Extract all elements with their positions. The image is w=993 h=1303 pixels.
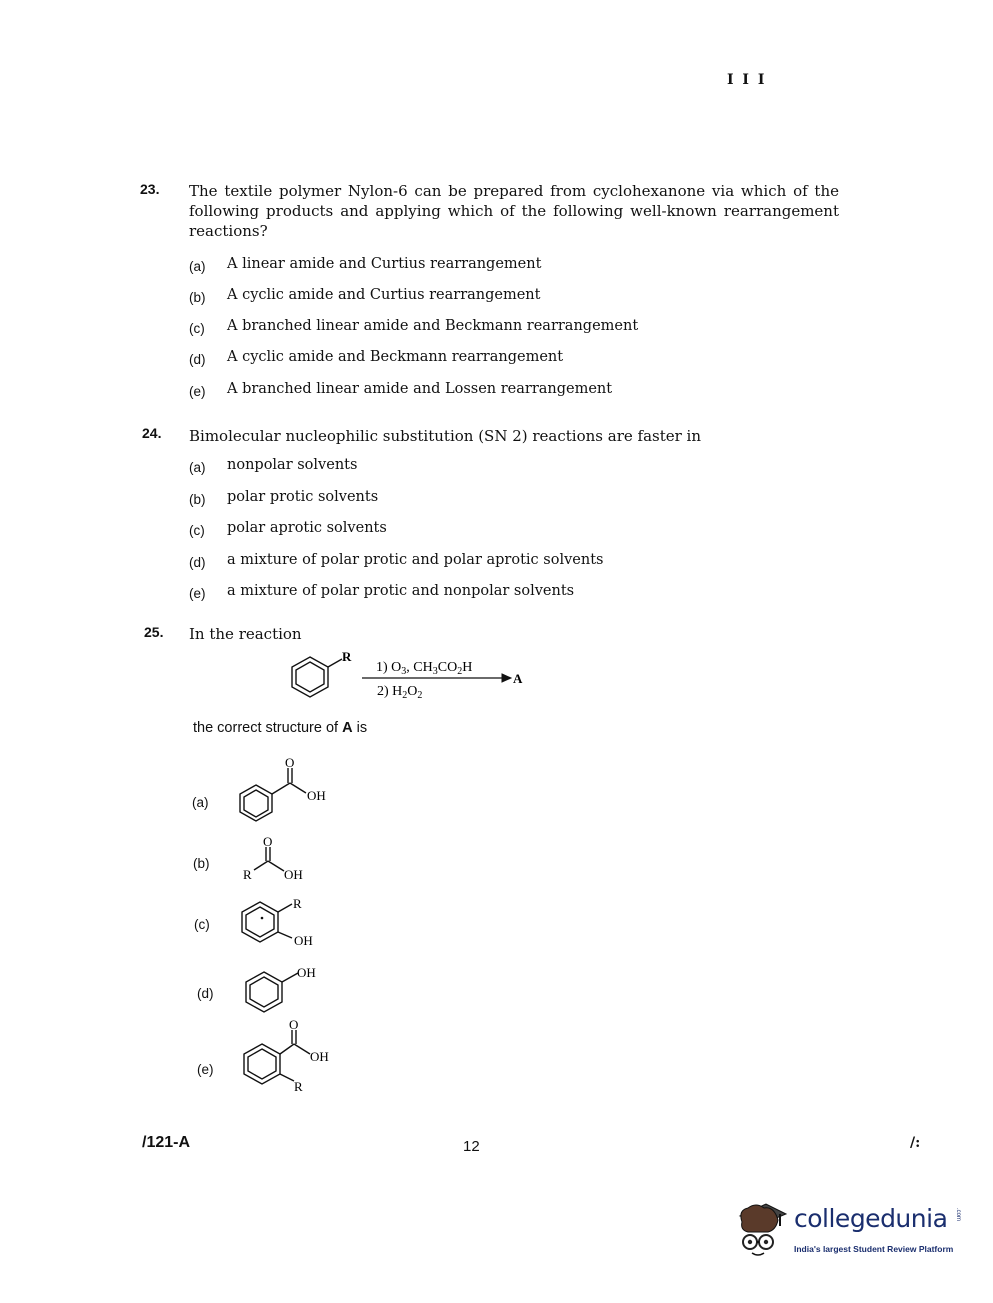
option-item (189, 489, 379, 508)
atom-label: O (285, 755, 295, 770)
structure-option-d (240, 960, 340, 1015)
option-text: a mixture of polar protic and polar aprotic solvents (227, 552, 604, 568)
brand-tld: .com (955, 1208, 961, 1222)
question-line: The textile polymer Nylon-6 can be prepared from cyclohexanone via which of the (189, 182, 839, 200)
atom-label: OH (294, 933, 313, 948)
option-item (189, 318, 639, 337)
option-text: A linear amide and Curtius rearrangement (227, 256, 542, 272)
atom-label: R (243, 867, 252, 882)
option-text: A branched linear amide and Beckmann rearrangement (227, 318, 639, 334)
option-label: (b) (189, 492, 206, 507)
question-line: reactions? (189, 222, 268, 240)
collegedunia-logo (734, 1196, 964, 1268)
page-mark: I I I (727, 72, 767, 88)
option-item (189, 349, 564, 368)
question-text (189, 181, 839, 241)
product-label: A (513, 671, 523, 686)
option-item (189, 287, 541, 306)
option-label: (a) (189, 259, 206, 274)
option-label: (c) (194, 917, 210, 932)
atom-label: R (293, 896, 302, 911)
reagent-step-1: 1) $O_3$, $CH_3CO_2H$ (376, 660, 473, 677)
substituent-label: R (342, 649, 352, 664)
option-item (189, 256, 542, 275)
question-line: following products and applying which of the following well-known rearrangement (189, 202, 839, 220)
atom-label: O (289, 1017, 299, 1032)
brand-tagline: India's largest Student Review Platform (794, 1244, 954, 1254)
atom-label: OH (297, 965, 316, 980)
question-text: Bimolecular nucleophilic substitution (SN 2) reactions are faster in (189, 427, 702, 445)
reagent-step-2: 2) $H_2O_2$ (377, 684, 423, 701)
option-label: (a) (189, 460, 206, 475)
page-number: 12 (463, 1138, 480, 1155)
atom-label: O (263, 835, 273, 849)
option-item (189, 552, 604, 571)
option-label: (c) (189, 523, 205, 538)
option-text: polar protic solvents (227, 489, 379, 505)
option-label: (a) (192, 795, 209, 810)
option-item (189, 381, 613, 400)
question-text: In the reaction (189, 625, 302, 643)
option-text: A cyclic amide and Beckmann rearrangement (227, 349, 564, 365)
mascot-icon (734, 1196, 792, 1258)
option-text: a mixture of polar protic and nonpolar solvents (227, 583, 575, 599)
structure-option-a (232, 755, 342, 830)
option-label: (d) (197, 986, 214, 1001)
option-label: (d) (189, 352, 206, 367)
option-item (189, 457, 358, 476)
reaction-scheme (280, 645, 540, 705)
footer-mark: /: (910, 1135, 921, 1151)
atom-label: OH (307, 788, 326, 803)
question-number: 25. (144, 624, 164, 640)
question-number: 24. (142, 425, 162, 441)
paper-code: /121-A (142, 1134, 191, 1151)
option-item (189, 583, 575, 602)
atom-label: R (294, 1079, 303, 1094)
option-text: polar aprotic solvents (227, 520, 387, 536)
option-text: nonpolar solvents (227, 457, 358, 473)
option-label: (d) (189, 555, 206, 570)
question-followup: the correct structure of A is (193, 720, 368, 736)
question-number: 23. (140, 181, 160, 197)
option-label: (b) (189, 290, 206, 305)
structure-option-e (238, 1016, 348, 1096)
structure-option-b (240, 835, 330, 885)
option-label: (b) (193, 856, 210, 871)
structure-option-c (236, 892, 336, 954)
option-label: (e) (197, 1062, 214, 1077)
atom-label: OH (310, 1049, 329, 1064)
option-item (189, 520, 387, 539)
atom-label: OH (284, 867, 303, 882)
option-text: A branched linear amide and Lossen rearrangement (227, 381, 613, 397)
option-label: (e) (189, 586, 206, 601)
brand-name: collegedunia (794, 1204, 948, 1233)
option-label: (e) (189, 384, 206, 399)
option-text: A cyclic amide and Curtius rearrangement (227, 287, 541, 303)
option-label: (c) (189, 321, 205, 336)
benzene-ring (292, 657, 342, 697)
